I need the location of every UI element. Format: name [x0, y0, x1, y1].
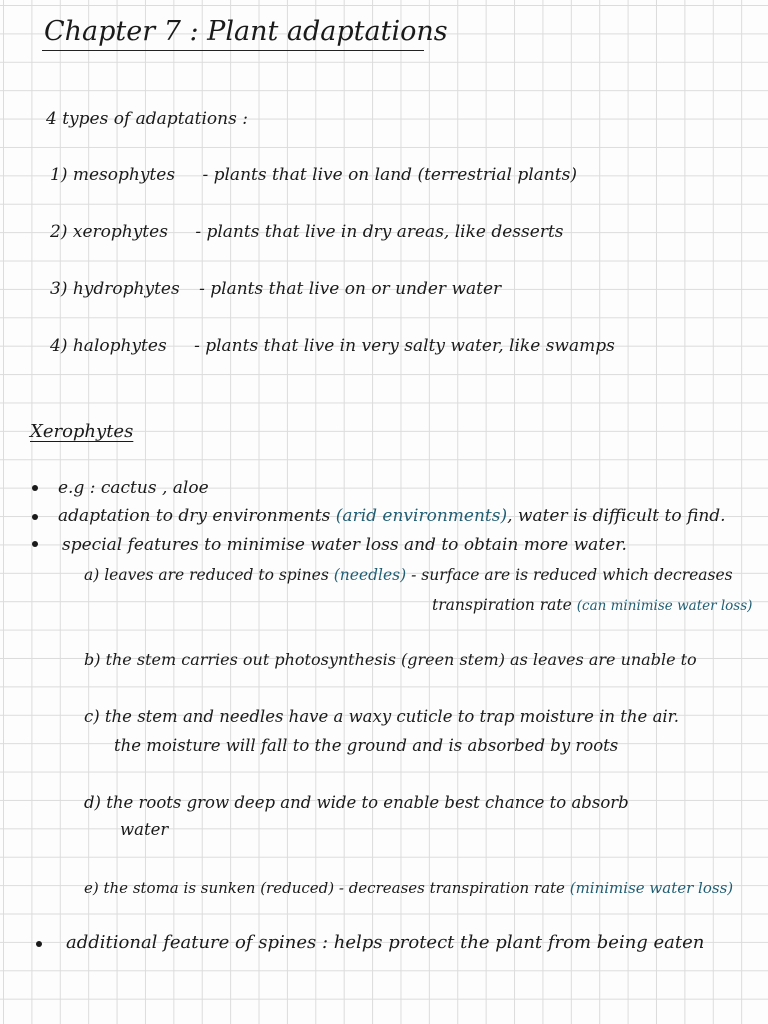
final-bullet: additional feature of spines : helps protect the plant from being eaten: [66, 932, 705, 953]
page-title: Chapter 7 : Plant adaptations: [44, 16, 448, 47]
feature-e: [84, 877, 733, 899]
type-number: 4): [50, 336, 68, 356]
section-heading: Xerophytes: [30, 421, 134, 442]
type-description: - plants that live in very salty water, like swamps: [194, 336, 615, 356]
bullet-dot: [32, 485, 38, 491]
feature-d-line1: d) the roots grow deep and wide to enable best chance to absorb: [84, 793, 629, 812]
type-name: halophytes: [72, 336, 167, 356]
title-underline: [42, 50, 424, 51]
bullet-adaptation-text: adaptation to dry environments: [58, 506, 331, 526]
feature-a-text-end: - surface are is reduced which decreases: [411, 566, 733, 584]
feature-e-note: (minimise water loss): [569, 879, 734, 897]
feature-a-line2: [432, 594, 752, 617]
type-name: xerophytes: [72, 222, 168, 242]
bullet-adaptation: [58, 505, 726, 527]
type-description: - plants that live in dry areas, like desserts: [195, 222, 564, 242]
feature-c-line1: c) the stem and needles have a waxy cuticle to trap moisture in the air.: [84, 707, 679, 726]
bullet-dot: [32, 514, 38, 520]
feature-a-line1: [84, 564, 733, 586]
feature-a-note-2: (can minimise water loss): [576, 598, 753, 614]
feature-e-text: e) the stoma is sunken (reduced) - decreases transpiration rate: [84, 879, 565, 897]
type-number: 1): [50, 165, 68, 185]
type-number: 3): [50, 279, 68, 299]
type-number: 2): [50, 222, 68, 242]
bullet-special-features: special features to minimise water loss and to obtain more water.: [62, 535, 627, 555]
bullet-adaptation-note: (arid environments): [335, 506, 508, 526]
feature-a-text: a) leaves are reduced to spines: [84, 566, 329, 584]
type-item-halophytes: [50, 335, 615, 357]
type-item-xerophytes: [50, 221, 564, 243]
type-name: hydrophytes: [72, 279, 180, 299]
feature-d-line2: water: [120, 820, 169, 839]
intro-heading: 4 types of adaptations :: [46, 109, 248, 129]
type-description: - plants that live on or under water: [199, 279, 502, 299]
bullet-dot: [36, 941, 42, 947]
feature-c-line2: the moisture will fall to the ground and is absorbed by roots: [114, 736, 619, 755]
type-name: mesophytes: [72, 165, 176, 185]
bullet-adaptation-text-end: , water is difficult to find.: [507, 506, 726, 526]
feature-a-text-cont: transpiration rate: [432, 596, 572, 614]
bullet-dot: [32, 541, 38, 547]
feature-a-note: (needles): [333, 566, 407, 584]
type-description: - plants that live on land (terrestrial plants): [202, 165, 577, 185]
bullet-examples: e.g : cactus , aloe: [58, 478, 209, 498]
type-item-hydrophytes: [50, 278, 501, 300]
type-item-mesophytes: [50, 164, 577, 186]
feature-b: b) the stem carries out photosynthesis (green stem) as leaves are unable to: [84, 650, 697, 669]
